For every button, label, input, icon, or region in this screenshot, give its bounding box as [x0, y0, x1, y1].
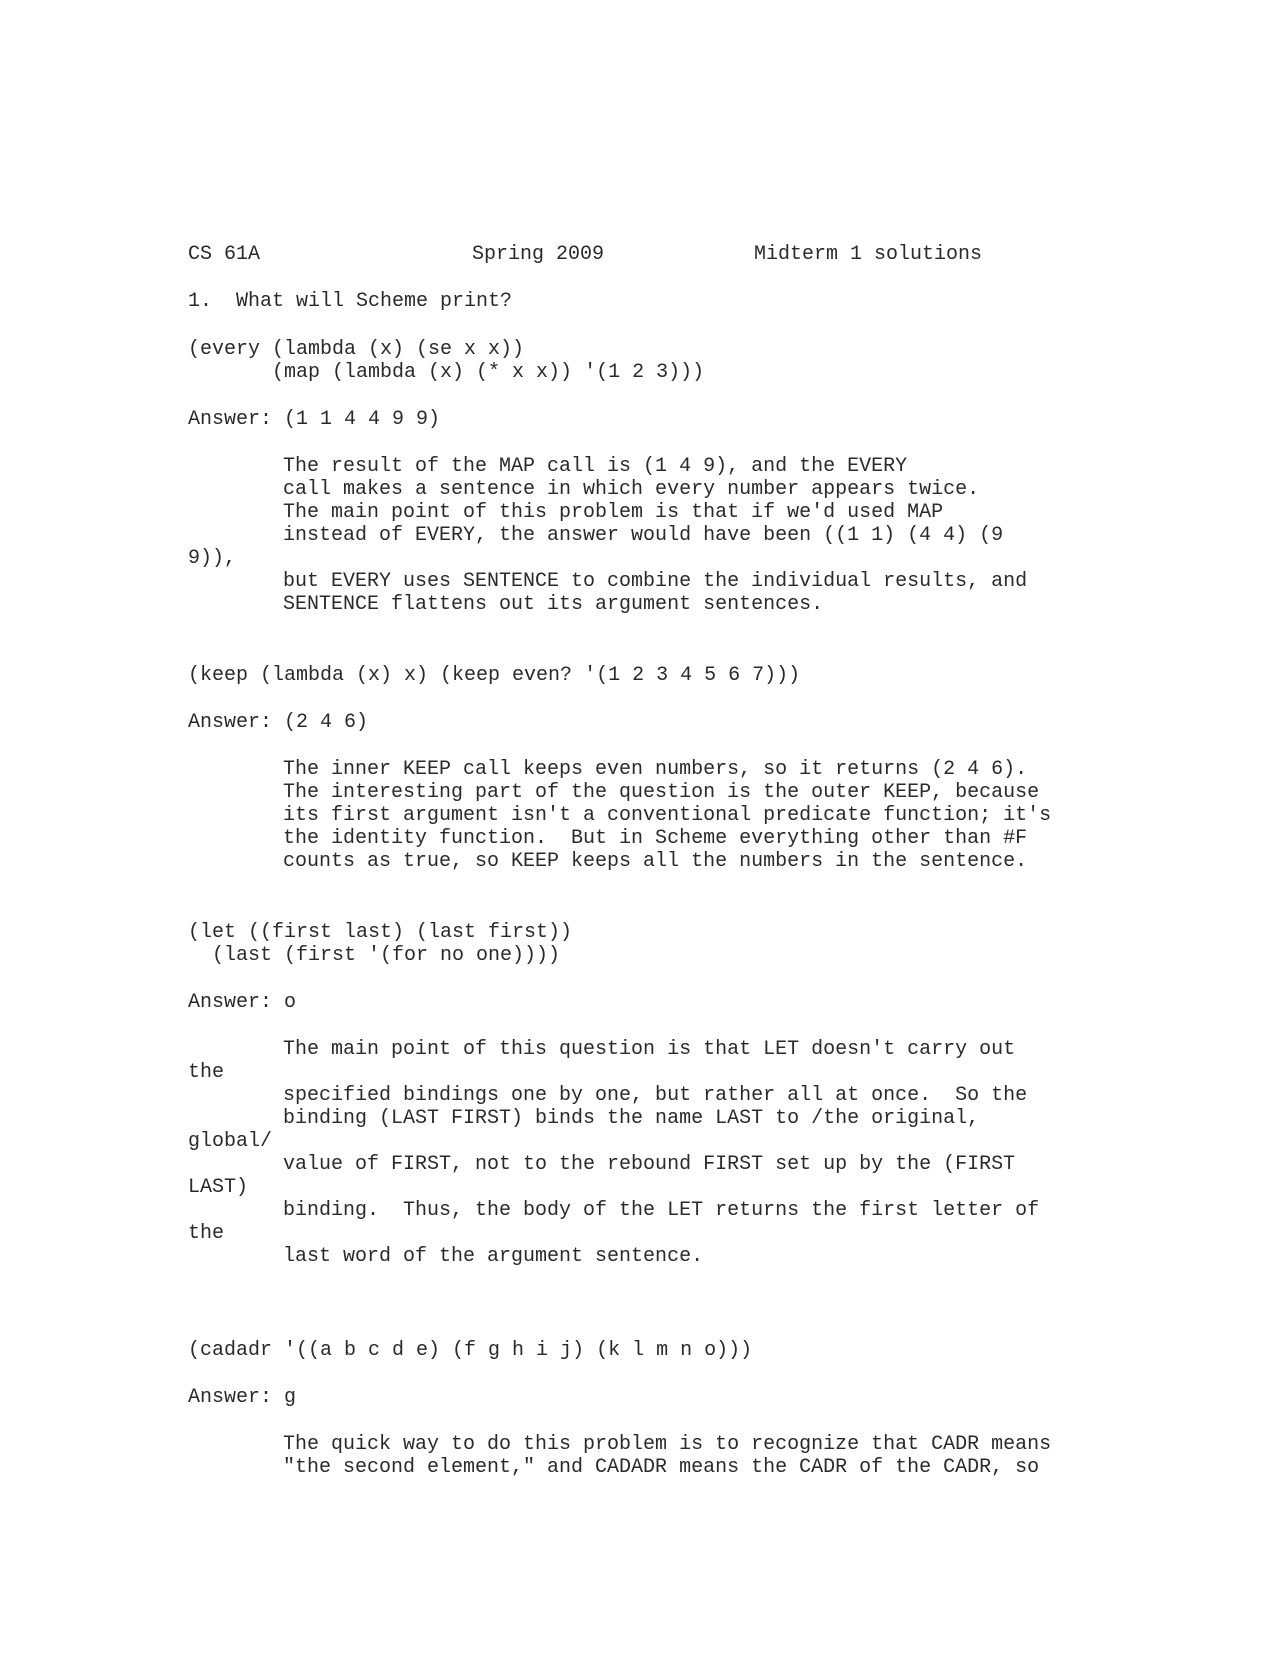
explanation-line: counts as true, so KEEP keeps all the numbers in the sentence. — [283, 850, 1028, 873]
explanation-line: instead of EVERY, the answer would have been ((1 1) (4 4) (9 — [283, 524, 1004, 547]
explanation-line: its first argument isn't a conventional predicate function; it's — [283, 804, 1052, 827]
explanation-line: specified bindings one by one, but rather all at once. So the — [283, 1084, 1028, 1107]
explanation-line: The quick way to do this problem is to recognize that CADR means — [283, 1433, 1052, 1456]
explanation-line: global/ — [188, 1130, 273, 1153]
explanation-line: binding (LAST FIRST) binds the name LAST to /the original, — [283, 1107, 980, 1130]
explanation-line: 9)), — [188, 547, 237, 570]
explanation-line: the — [188, 1222, 225, 1245]
explanation-line: call makes a sentence in which every number appears twice. — [283, 478, 980, 501]
answer-line: Answer: g — [188, 1386, 297, 1409]
course-name: CS 61A — [188, 243, 261, 266]
code-line: (map (lambda (x) (* x x)) '(1 2 3))) — [188, 361, 705, 384]
explanation-line: LAST) — [188, 1176, 249, 1199]
exam-title: Midterm 1 solutions — [754, 243, 983, 266]
explanation-line: the identity function. But in Scheme everything other than #F — [283, 827, 1028, 850]
explanation-line: SENTENCE flattens out its argument sentences. — [283, 593, 824, 616]
explanation-line: The result of the MAP call is (1 4 9), and the EVERY — [283, 455, 908, 478]
answer-line: Answer: (1 1 4 4 9 9) — [188, 408, 441, 431]
explanation-line: The main point of this question is that LET doesn't carry out — [283, 1038, 1016, 1061]
explanation-line: but EVERY uses SENTENCE to combine the individual results, and — [283, 570, 1028, 593]
explanation-line: value of FIRST, not to the rebound FIRST set up by the (FIRST — [283, 1153, 1016, 1176]
explanation-line: The inner KEEP call keeps even numbers, so it returns (2 4 6). — [283, 758, 1028, 781]
explanation-line: the — [188, 1061, 225, 1084]
answer-line: Answer: o — [188, 991, 297, 1014]
code-line: (keep (lambda (x) x) (keep even? '(1 2 3 4 5 6 7))) — [188, 664, 801, 687]
explanation-line: last word of the argument sentence. — [283, 1245, 704, 1268]
question-heading: 1. What will Scheme print? — [188, 290, 513, 313]
explanation-line: The interesting part of the question is the outer KEEP, because — [283, 781, 1040, 804]
code-line: (let ((first last) (last first)) — [188, 921, 573, 944]
explanation-line: binding. Thus, the body of the LET returns the first letter of — [283, 1199, 1040, 1222]
code-line: (cadadr '((a b c d e) (f g h i j) (k l m n o))) — [188, 1339, 753, 1362]
answer-line: Answer: (2 4 6) — [188, 711, 369, 734]
code-line: (every (lambda (x) (se x x)) — [188, 338, 525, 361]
explanation-line: The main point of this problem is that if we'd used MAP — [283, 501, 944, 524]
term: Spring 2009 — [472, 243, 605, 266]
code-line: (last (first '(for no one)))) — [188, 944, 561, 967]
explanation-line: "the second element," and CADADR means the CADR of the CADR, so — [283, 1456, 1040, 1479]
